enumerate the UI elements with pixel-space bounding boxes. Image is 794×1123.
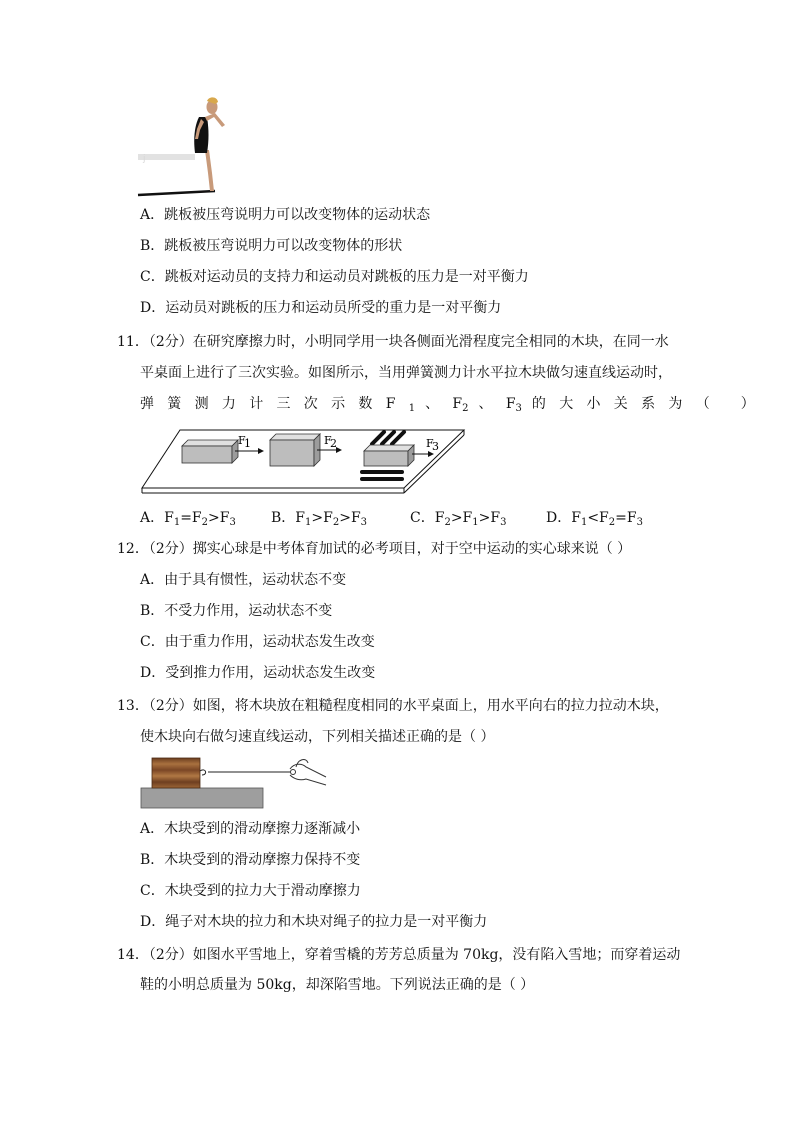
svg-text:3: 3 <box>432 440 439 453</box>
block-pull-figure <box>140 755 330 813</box>
diver-figure <box>135 95 255 200</box>
q10-option-c: C．跳板对运动员的支持力和运动员对跳板的压力是一对平衡力 <box>140 269 529 285</box>
q11-option-a: A．$F_1=F_2>F_3$ <box>140 510 236 528</box>
q13-option-c: C．木块受到的拉力大于滑动摩擦力 <box>140 883 361 899</box>
q11-option-c: C．$F_2>F_1>F_3$ <box>410 510 507 528</box>
q13-option-a: A．木块受到的滑动摩擦力逐渐减小 <box>140 821 361 837</box>
q11-option-d: D．$F_1<F_2=F_3$ <box>546 510 643 528</box>
q10-option-d: D．运动员对跳板的压力和运动员所受的重力是一对平衡力 <box>140 300 502 316</box>
q14-stem-line1: 14．（2分）如图水平雪地上，穿着雪橇的芳芳总质量为 70kg，没有陷入雪地；而穿着运动 <box>117 947 681 963</box>
q12-option-c: C．由于重力作用，运动状态发生改变 <box>140 634 375 650</box>
svg-text:2: 2 <box>330 437 337 450</box>
q11-stem-line2: 平桌面上进行了三次实验。如图所示，当用弹簧测力计水平拉木块做匀速直线运动时， <box>140 365 672 381</box>
q10-option-b: B．跳板被压弯说明力可以改变物体的形状 <box>140 238 403 254</box>
q14-stem-line2: 鞋的小明总质量为 50kg，却深陷雪地。下列说法正确的是（ ） <box>140 977 535 993</box>
q13-stem-line2: 使木块向右做匀速直线运动，下列相关描述正确的是（ ） <box>140 729 495 745</box>
fig-label-f2: F <box>324 434 332 447</box>
q13-option-b: B．木块受到的滑动摩擦力保持不变 <box>140 852 361 868</box>
q11-stem-line3: 弹簧测力计三次示数$F_1$ 、$F_2$ 、$F_3$ 的大小关系为（ ） <box>140 396 769 414</box>
fig-label-f1: F <box>238 434 246 447</box>
q11-option-b: B．$F_1>F_2>F_3$ <box>271 510 368 528</box>
fig-label-f3: F <box>426 437 434 450</box>
q11-stem-line1: 11．（2分）在研究摩擦力时，小明同学用一块各侧面光滑程度完全相同的木块，在同一水 <box>117 334 669 350</box>
q12-option-b: B．不受力作用，运动状态不变 <box>140 603 333 619</box>
q13-stem-line1: 13．（2分）如图，将木块放在粗糙程度相同的水平桌面上，用水平向右的拉力拉动木块， <box>117 698 669 714</box>
svg-text:1: 1 <box>244 437 251 450</box>
q10-option-a: A．跳板被压弯说明力可以改变物体的运动状态 <box>140 207 431 223</box>
q12-stem: 12．（2分）掷实心球是中考体育加试的必考项目，对于空中运动的实心球来说（ ） <box>117 541 632 557</box>
friction-table-figure <box>140 424 470 496</box>
q12-option-a: A．由于具有惯性，运动状态不变 <box>140 572 347 588</box>
q12-option-d: D．受到推力作用，运动状态发生改变 <box>140 665 376 681</box>
q13-option-d: D．绳子对木块的拉力和木块对绳子的拉力是一对平衡力 <box>140 914 488 930</box>
svg-text:j: j <box>143 154 146 164</box>
